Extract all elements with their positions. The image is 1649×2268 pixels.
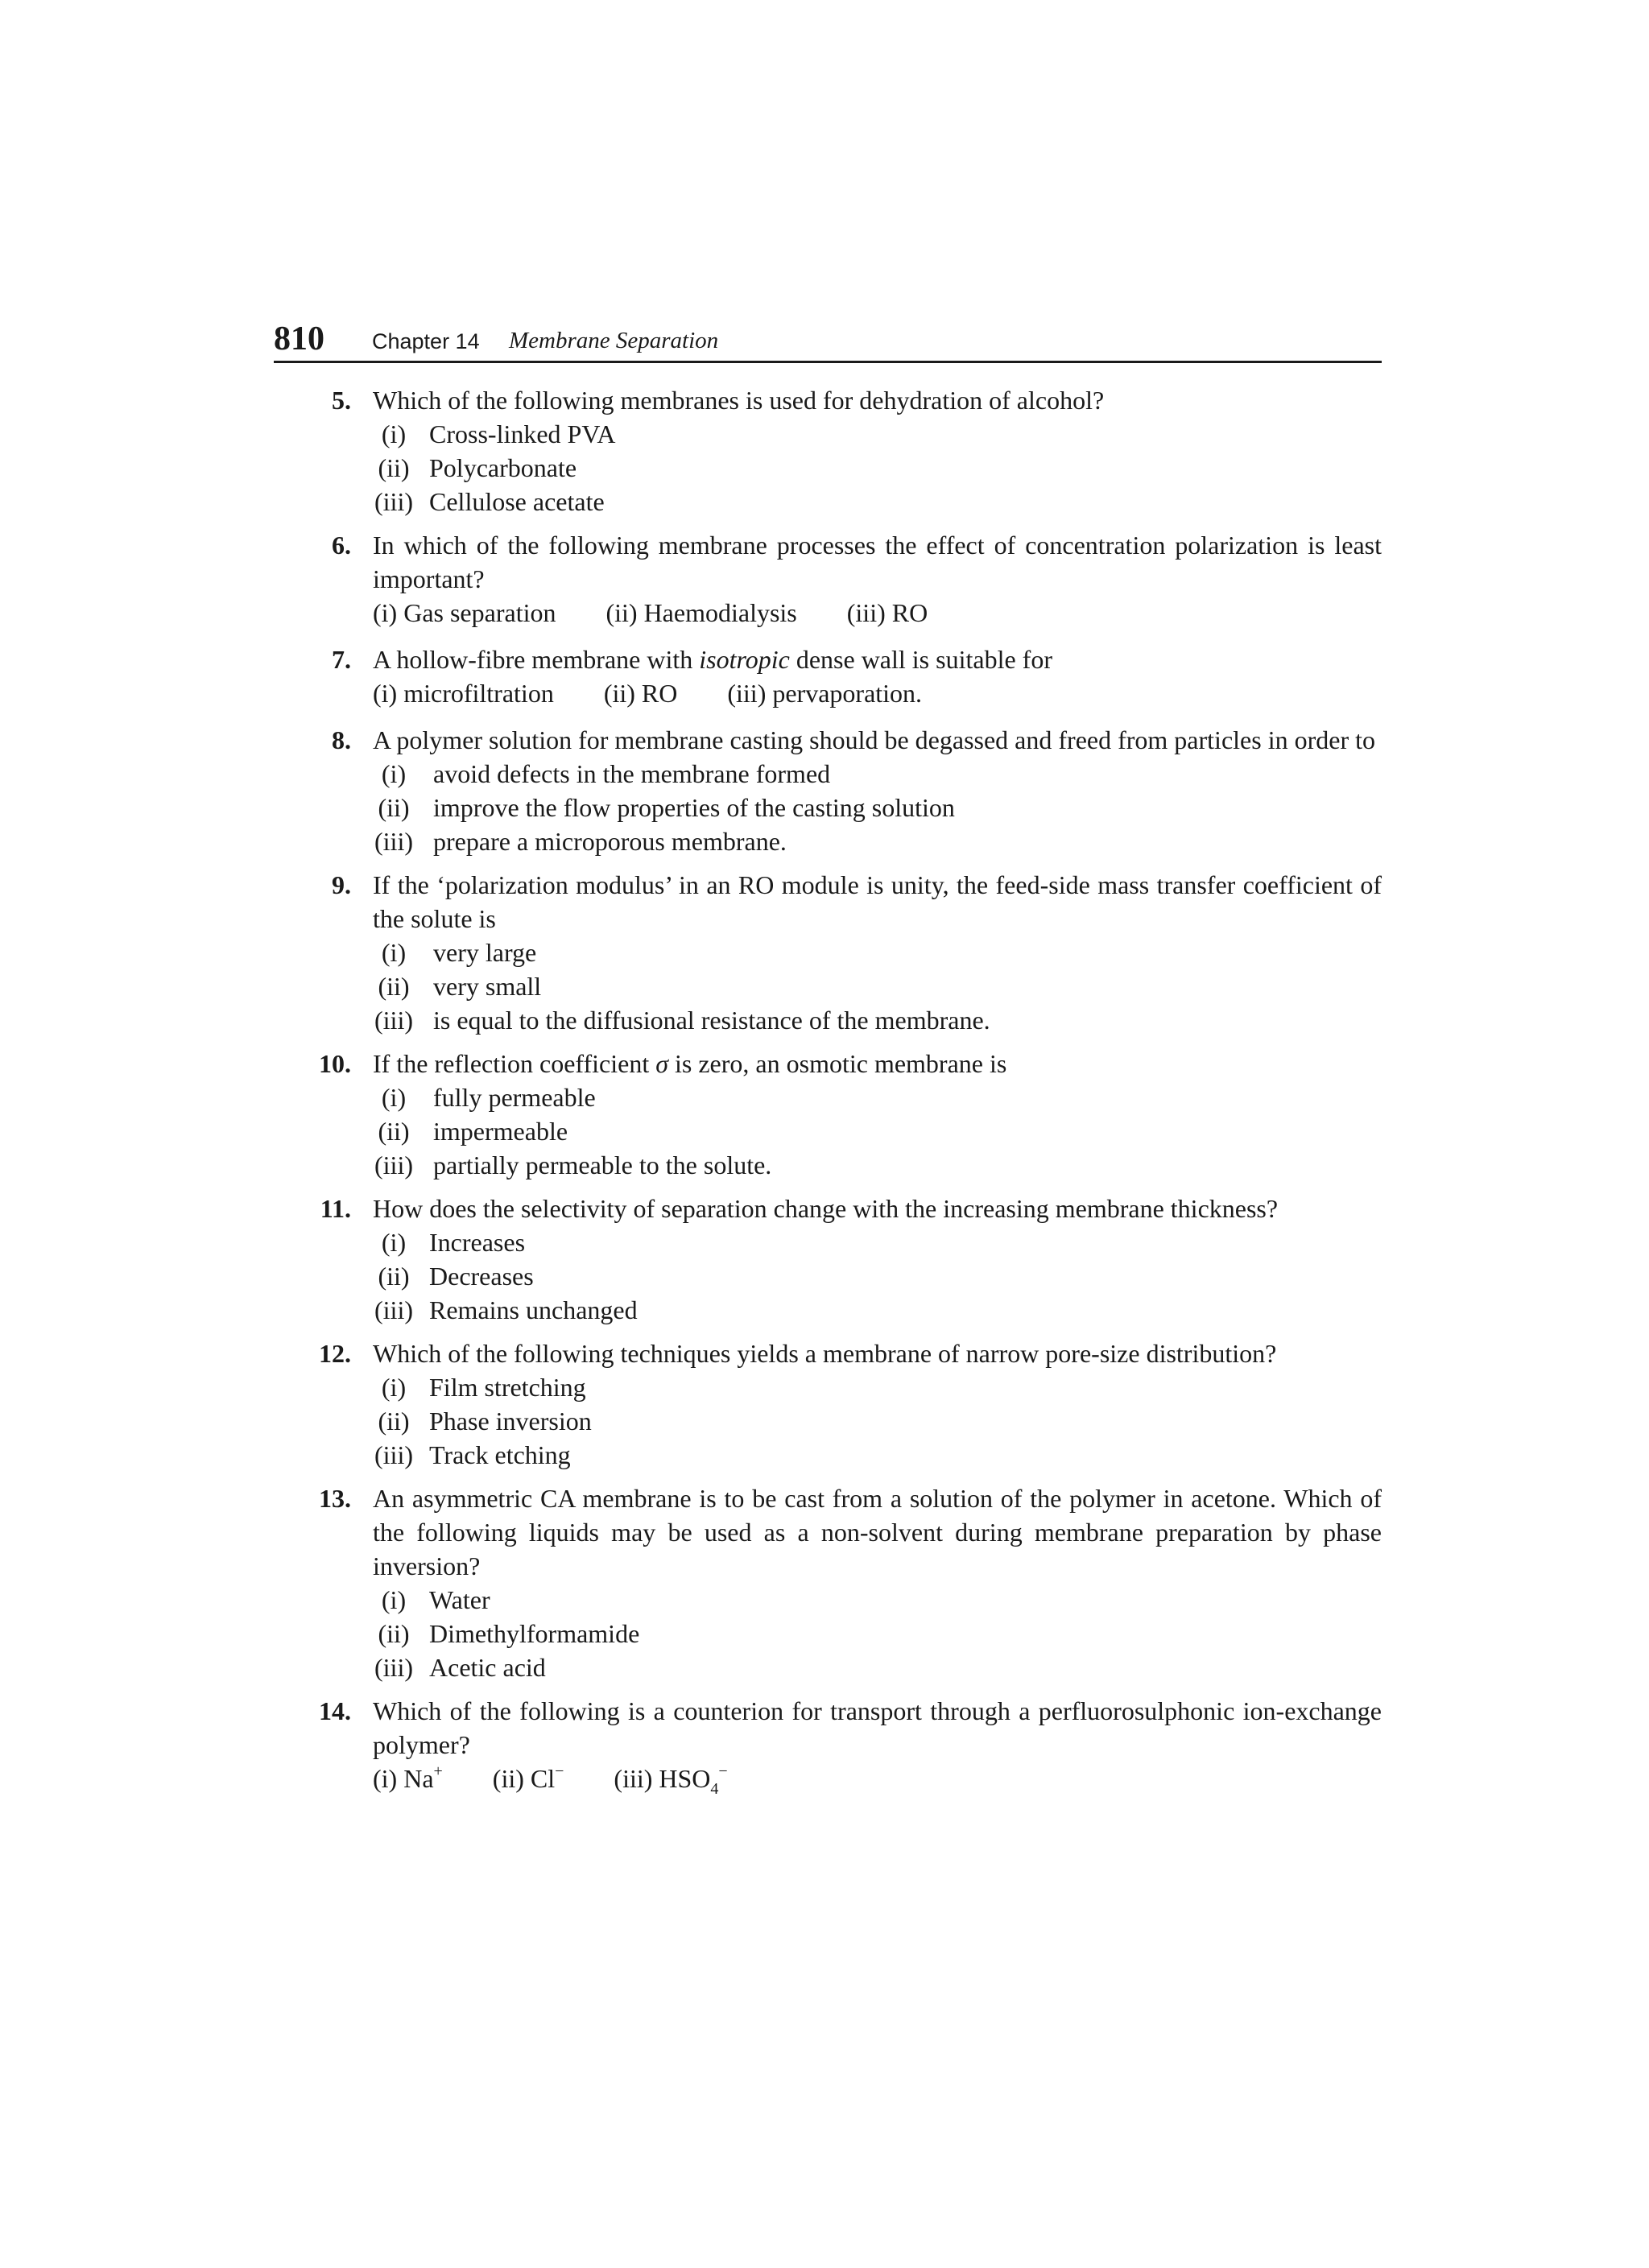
option-iii: (iii) is equal to the diffusional resistance of the membrane.	[374, 1006, 990, 1035]
option-ii: (ii) RO	[603, 679, 678, 708]
option-list	[373, 676, 1382, 713]
question-8	[274, 723, 1382, 858]
question-11	[274, 1192, 1382, 1327]
question-number: 13.	[319, 1484, 351, 1513]
option-ii: (ii) improve the flow properties of the casting solution	[378, 793, 955, 822]
question-9	[274, 868, 1382, 1037]
option-ii: (ii) Polycarbonate	[378, 453, 577, 482]
option-i: (i) microfiltration	[373, 679, 554, 708]
option-iii: (iii) $HSO_4^-$	[614, 1762, 728, 1798]
question-number: 7.	[332, 645, 351, 674]
option-iii: (iii) Track etching	[374, 1440, 571, 1469]
question-number: 9.	[332, 870, 351, 899]
option-ii: (ii) Decreases	[378, 1262, 534, 1291]
question-number: 11.	[320, 1194, 351, 1223]
option-i: (i) avoid defects in the membrane formed	[381, 759, 831, 788]
option-list	[373, 757, 1382, 858]
option-iii: (iii) RO	[846, 598, 928, 627]
option-ii: (ii) Phase inversion	[378, 1407, 592, 1436]
question-12	[274, 1336, 1382, 1472]
option-list	[373, 936, 1382, 1037]
question-list	[274, 383, 1382, 1808]
question-text: If the reflection coefficient σ is zero, an osmotic membrane is	[373, 1049, 1007, 1078]
option-iii: (iii) partially permeable to the solute.	[374, 1151, 772, 1179]
question-text: A hollow-fibre membrane with isotropic dense wall is suitable for	[373, 645, 1052, 674]
option-i: (i) fully permeable	[381, 1083, 596, 1112]
option-iii: (iii) Cellulose acetate	[374, 487, 605, 516]
option-i: (i) Increases	[381, 1228, 526, 1257]
option-iii: (iii) Acetic acid	[374, 1653, 546, 1682]
option-i: (i) Cross-linked PVA	[381, 419, 616, 448]
option-list	[373, 417, 1382, 518]
question-text: Which of the following techniques yields a membrane of narrow pore-size distribution?	[373, 1339, 1277, 1368]
option-ii: (ii) impermeable	[378, 1117, 568, 1146]
question-7	[274, 642, 1382, 713]
question-10	[274, 1047, 1382, 1182]
question-text: How does the selectivity of separation change with the increasing membrane thickness?	[373, 1194, 1279, 1223]
option-i: (i) Film stretching	[381, 1373, 586, 1402]
option-i: (i) Na+	[373, 1762, 443, 1793]
option-list	[373, 1762, 1382, 1799]
option-list	[373, 1225, 1382, 1327]
option-list	[373, 1370, 1382, 1472]
question-text: An asymmetric CA membrane is to be cast from a solution of the polymer in acetone. Which of the following liquids may be used as a non-solvent during membrane preparation by phase inversion?	[373, 1484, 1382, 1580]
sigma-symbol: σ	[655, 1049, 668, 1078]
option-iii: (iii) Remains unchanged	[374, 1295, 638, 1324]
question-6	[274, 528, 1382, 633]
option-ii: (ii) Dimethylformamide	[378, 1619, 640, 1648]
question-5	[274, 383, 1382, 518]
question-text: If the ‘polarization modulus’ in an RO module is unity, the feed-side mass transfer coefficient of the solute is	[373, 870, 1382, 933]
option-list	[373, 596, 1382, 633]
question-number: 14.	[319, 1696, 351, 1725]
question-number: 6.	[332, 531, 351, 560]
option-ii: (ii) Cl−	[492, 1762, 564, 1793]
option-iii: (iii) prepare a microporous membrane.	[374, 827, 787, 856]
page-header	[274, 314, 1382, 363]
option-i: (i) Water	[381, 1585, 490, 1614]
question-text: A polymer solution for membrane casting should be degassed and freed from particles in order to	[373, 725, 1375, 754]
chapter-title: Membrane Separation	[509, 328, 719, 353]
question-number: 10.	[319, 1049, 351, 1078]
question-number: 5.	[332, 386, 351, 415]
question-number: 12.	[319, 1339, 351, 1368]
chapter-label: Chapter 14	[372, 329, 480, 353]
option-i: (i) Gas separation	[373, 598, 556, 627]
option-i: (i) very large	[381, 938, 537, 967]
question-text: Which of the following is a counterion for transport through a perfluorosulphonic ion-exchange polymer?	[373, 1696, 1382, 1759]
question-number: 8.	[332, 725, 351, 754]
option-list	[373, 1583, 1382, 1684]
question-text: Which of the following membranes is used for dehydration of alcohol?	[373, 386, 1105, 415]
question-14	[274, 1694, 1382, 1799]
question-13	[274, 1481, 1382, 1684]
page-number: 810	[274, 320, 324, 357]
option-ii: (ii) Haemodialysis	[605, 598, 797, 627]
question-text: In which of the following membrane processes the effect of concentration polarization is least important?	[373, 531, 1382, 593]
option-iii: (iii) pervaporation.	[727, 679, 923, 708]
option-ii: (ii) very small	[378, 972, 542, 1001]
option-list	[373, 1080, 1382, 1182]
